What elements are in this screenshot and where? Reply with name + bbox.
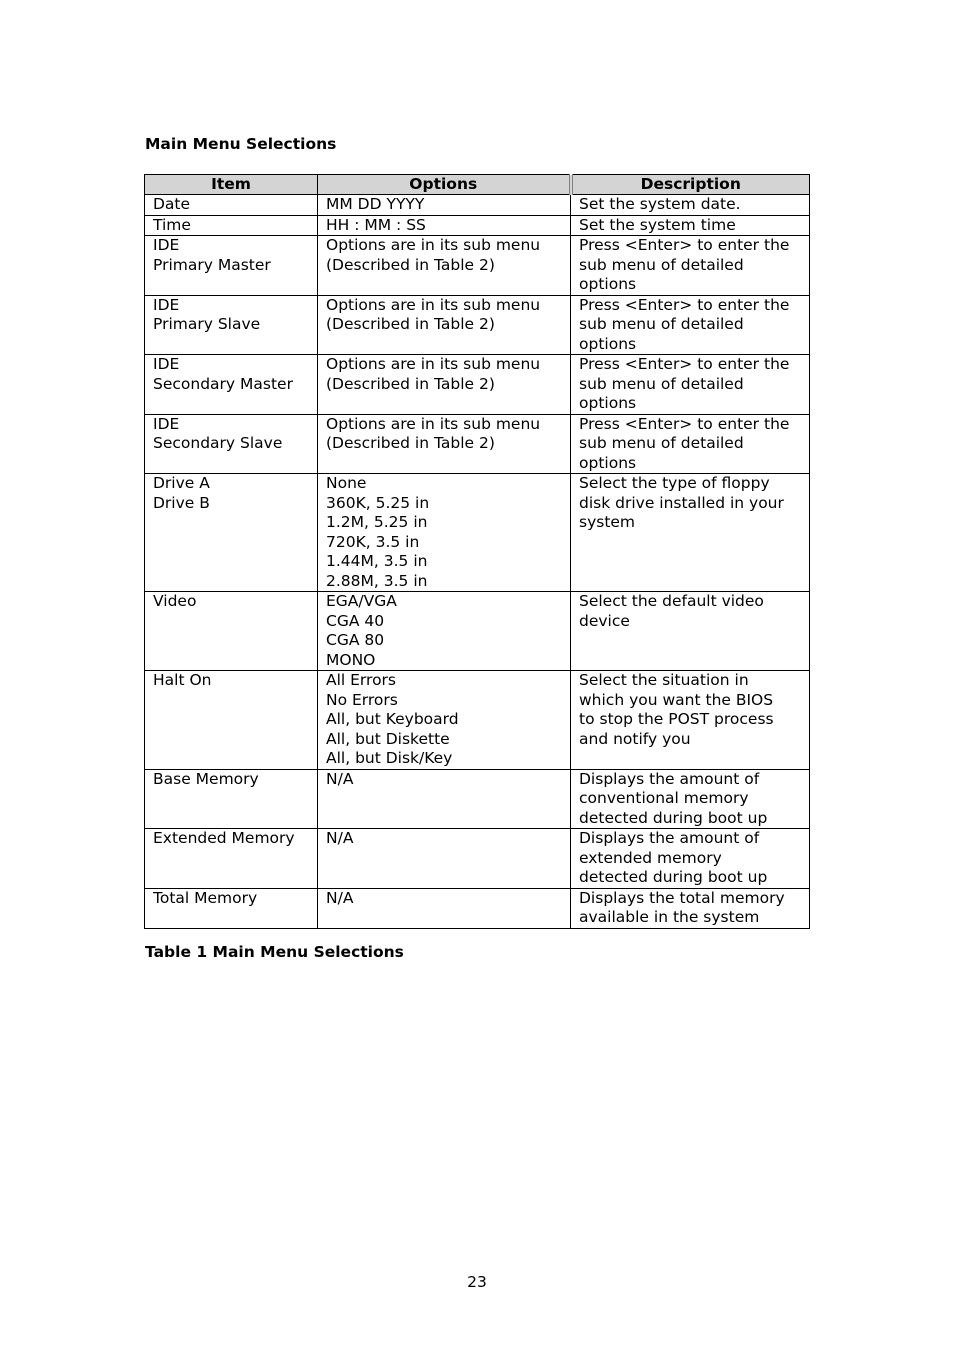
table-row bbox=[145, 355, 810, 415]
cell-item: IDE Secondary Master bbox=[145, 355, 318, 415]
cell-options: HH : MM : SS bbox=[318, 215, 571, 236]
cell-item: Extended Memory bbox=[145, 829, 318, 889]
cell-item: IDE Primary Slave bbox=[145, 295, 318, 355]
table-row bbox=[145, 829, 810, 889]
table-row bbox=[145, 295, 810, 355]
cell-description: Select the situation in which you want the BIOS to stop the POST process and notify you bbox=[571, 671, 810, 770]
cell-options: Options are in its sub menu (Described in Table 2) bbox=[318, 295, 571, 355]
table-header-row bbox=[145, 175, 810, 195]
header-description: Description bbox=[571, 175, 810, 195]
cell-description: Press <Enter> to enter the sub menu of detailed options bbox=[571, 295, 810, 355]
cell-item: IDE Primary Master bbox=[145, 236, 318, 296]
cell-item: Drive A Drive B bbox=[145, 474, 318, 592]
cell-item: Halt On bbox=[145, 671, 318, 770]
cell-description: Select the default video device bbox=[571, 592, 810, 671]
cell-options: MM DD YYYY bbox=[318, 195, 571, 216]
cell-options: N/A bbox=[318, 829, 571, 889]
cell-description: Displays the total memory available in the system bbox=[571, 888, 810, 928]
cell-item: Time bbox=[145, 215, 318, 236]
cell-options: N/A bbox=[318, 888, 571, 928]
cell-item: Video bbox=[145, 592, 318, 671]
table-row bbox=[145, 769, 810, 829]
cell-options: Options are in its sub menu (Described in Table 2) bbox=[318, 236, 571, 296]
cell-item: IDE Secondary Slave bbox=[145, 414, 318, 474]
section-heading: Main Menu Selections bbox=[145, 135, 337, 153]
cell-description: Displays the amount of extended memory detected during boot up bbox=[571, 829, 810, 889]
table-row bbox=[145, 215, 810, 236]
table-row bbox=[145, 414, 810, 474]
cell-description: Displays the amount of conventional memory detected during boot up bbox=[571, 769, 810, 829]
cell-description: Select the type of floppy disk drive installed in your system bbox=[571, 474, 810, 592]
header-item: Item bbox=[145, 175, 318, 195]
cell-description: Press <Enter> to enter the sub menu of detailed options bbox=[571, 355, 810, 415]
cell-description: Set the system date. bbox=[571, 195, 810, 216]
cell-options: N/A bbox=[318, 769, 571, 829]
main-menu-table bbox=[144, 174, 810, 929]
table-row bbox=[145, 474, 810, 592]
table-row bbox=[145, 888, 810, 928]
header-options: Options bbox=[318, 175, 571, 195]
cell-options: All Errors No Errors All, but Keyboard All, but Diskette All, but Disk/Key bbox=[318, 671, 571, 770]
table-row bbox=[145, 195, 810, 216]
cell-description: Press <Enter> to enter the sub menu of detailed options bbox=[571, 414, 810, 474]
table-row bbox=[145, 592, 810, 671]
table-caption: Table 1 Main Menu Selections bbox=[145, 943, 404, 961]
cell-options: Options are in its sub menu (Described in Table 2) bbox=[318, 355, 571, 415]
cell-options: EGA/VGA CGA 40 CGA 80 MONO bbox=[318, 592, 571, 671]
cell-options: None 360K, 5.25 in 1.2M, 5.25 in 720K, 3.5 in 1.44M, 3.5 in 2.88M, 3.5 in bbox=[318, 474, 571, 592]
cell-item: Base Memory bbox=[145, 769, 318, 829]
table-row bbox=[145, 671, 810, 770]
cell-options: Options are in its sub menu (Described in Table 2) bbox=[318, 414, 571, 474]
page-number: 23 bbox=[467, 1273, 487, 1291]
table-row bbox=[145, 236, 810, 296]
cell-item: Total Memory bbox=[145, 888, 318, 928]
cell-item: Date bbox=[145, 195, 318, 216]
cell-description: Set the system time bbox=[571, 215, 810, 236]
cell-description: Press <Enter> to enter the sub menu of detailed options bbox=[571, 236, 810, 296]
